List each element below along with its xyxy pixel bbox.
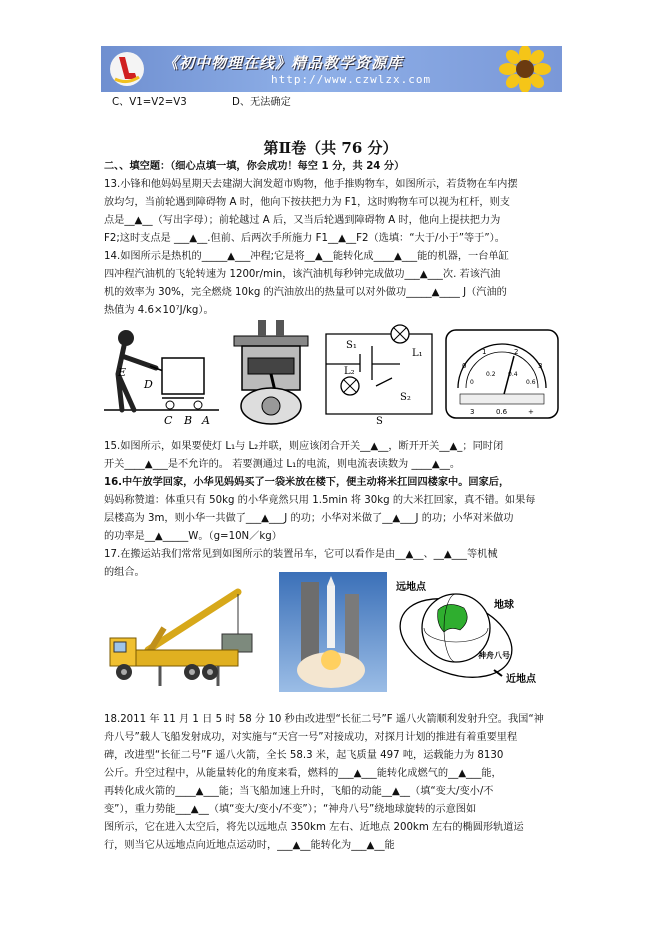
meter-label: 0: [462, 362, 467, 370]
crane-truck-figure: [108, 584, 268, 692]
circuit-label: L₁: [412, 348, 423, 359]
option-d: D、无法确定: [232, 97, 291, 108]
shopping-cart-figure: [104, 322, 224, 427]
banner-title: 《初中物理在线》精品教学资源库: [163, 54, 404, 72]
meter-label: 3: [538, 362, 543, 370]
q17-line: 17.在搬运站我们常常见到如图所示的装置吊车，它可以看作是由__▲__、__▲___等机械: [104, 549, 498, 560]
ammeter-figure: [444, 328, 560, 420]
section-title: 第Ⅱ卷（共 76 分）: [263, 139, 398, 157]
orbit-label: 神舟八号: [478, 651, 510, 660]
q14-line: 机的效率为 30%，完全燃烧 10kg 的汽油放出的热量可以对外做功_____▲____ J（汽油的: [104, 287, 507, 298]
orbit-label: 远地点: [396, 582, 426, 593]
q15-line: 开关____▲___是不允许的。 若要测通过 L₁的电流，则电流表读数为 ____▲__。: [104, 459, 461, 470]
circuit-label: S₂: [400, 392, 411, 403]
q18-line: 再转化成火箭的____▲___能；当飞船加速上升时，飞船的动能__▲__（填“变大/变小/不: [104, 786, 494, 797]
q13-line: 放均匀，当前轮遇到障碍物 A 时，他向下按扶把力为 F1，这时购物车可以视为杠杆，则支: [104, 197, 510, 208]
q17-line: 的组合。: [104, 567, 145, 578]
cart-label: D: [144, 378, 153, 391]
q16-line: 16.中午放学回家，小华见妈妈买了一袋米放在楼下，便主动将米扛回四楼家中。回家后，: [104, 477, 510, 488]
q18-line: 碑，改进型“长征二号”F 遥八火箭，全长 58.3 米，起飞质量 497 吨，运载能力为 8130: [104, 750, 504, 761]
q18-line: 行，则当它从远地点向近地点运动时，___▲__能转化为___▲__能: [104, 840, 395, 851]
cart-label: B: [184, 414, 193, 427]
cart-label: E: [118, 366, 127, 379]
q18-line: 图所示，它在进入太空后，将先以远地点 350km 左右、近地点 200km 左右的椭圆形轨道运: [104, 822, 524, 833]
meter-label: 2: [514, 348, 519, 356]
rocket-launch-photo: [279, 572, 387, 692]
banner-url: http://www.czwlzx.com: [271, 73, 432, 86]
q16-line: 的功率是__▲_____W。（g=10N／kg）: [104, 531, 282, 542]
q18-line: 公斤。升空过程中，从能量转化的角度来看，燃料的___▲___能转化成燃气的__▲___能，: [104, 768, 502, 779]
q13-line: 点是__▲__（写出字母）；前轮越过 A 后，又当后轮遇到障碍物 A 时，他向上提扶把力为: [104, 215, 501, 226]
cart-label: A: [202, 414, 210, 427]
circuit-label: S: [376, 416, 383, 424]
meter-label: 3: [470, 408, 475, 416]
engine-cylinder-figure: [228, 318, 314, 428]
q16-line: 妈妈称赞道：体重只有 50kg 的小华竟然只用 1.5min 将 30kg 的大米扛回家，真不错。如果每: [104, 495, 536, 506]
orbit-label: 近地点: [506, 674, 536, 685]
q18-line: 18.2011 年 11 月 1 日 5 时 58 分 10 秒由改进型“长征二号”F 遥八火箭顺利发射升空。我国“神: [104, 714, 544, 725]
q15-line: 15.如图所示，如果要使灯 L₁与 L₂并联，则应该闭合开关__▲__，断开开关__▲_；同时闭: [104, 441, 504, 452]
q16-line: 层楼高为 3m，则小华一共做了___▲___J 的功；小华对米做了__▲___J 的功；小华对米做功: [104, 513, 514, 524]
q14-line: 14.如图所示是热机的_____▲___冲程;它是将__▲__能转化成____▲___能的机器，一台单缸: [104, 251, 509, 262]
meter-label: 0.2: [486, 371, 496, 378]
orbit-diagram-figure: [394, 578, 546, 688]
q18-line: 舟八号”载人飞船发射成功，对实施与“天宫一号”对接成功，对探月计划的推进有着重要里程: [104, 732, 518, 743]
q14-line: 四冲程汽油机的飞轮转速为 1200r/min，该汽油机每秒钟完成做功___▲___次. 若该汽油: [104, 269, 501, 280]
meter-label: 0: [470, 379, 474, 386]
q14-line: 热值为 4.6×10⁷J/kg）。: [104, 305, 214, 316]
q18-line: 变”），重力势能___▲__（填“变大/变小/不变”）；“神舟八号”绕地球旋转的示意图如: [104, 804, 477, 815]
part2-heading: 二、、填空题：（细心点填一填，你会成功！每空 1 分，共 24 分）: [104, 161, 405, 172]
header-banner: [101, 46, 562, 92]
cart-label: C: [164, 414, 173, 427]
orbit-label: 地球: [494, 600, 514, 611]
meter-label: 0.6: [526, 379, 536, 386]
meter-label: 1: [482, 348, 487, 356]
circuit-label: L₂: [344, 366, 355, 377]
q13-line: 13.小锋和他妈妈星期天去建湖大润发超市购物，他手推购物车，如图所示，若货物在车内摆: [104, 179, 518, 190]
meter-label: +: [528, 408, 534, 416]
option-c: C、V1=V2=V3: [112, 97, 187, 108]
meter-label: 0.6: [496, 408, 508, 416]
site-logo-icon: [107, 49, 147, 89]
sunflower-icon: [490, 46, 560, 92]
meter-label: 0.4: [508, 371, 518, 378]
circuit-diagram-figure: [320, 320, 438, 424]
q13-line: F2;这时支点是 ___▲__.但前、后两次手所施力 F1__▲__F2（选填：“大于/小于”等于”）。: [104, 233, 505, 244]
circuit-label: S₁: [346, 340, 357, 351]
